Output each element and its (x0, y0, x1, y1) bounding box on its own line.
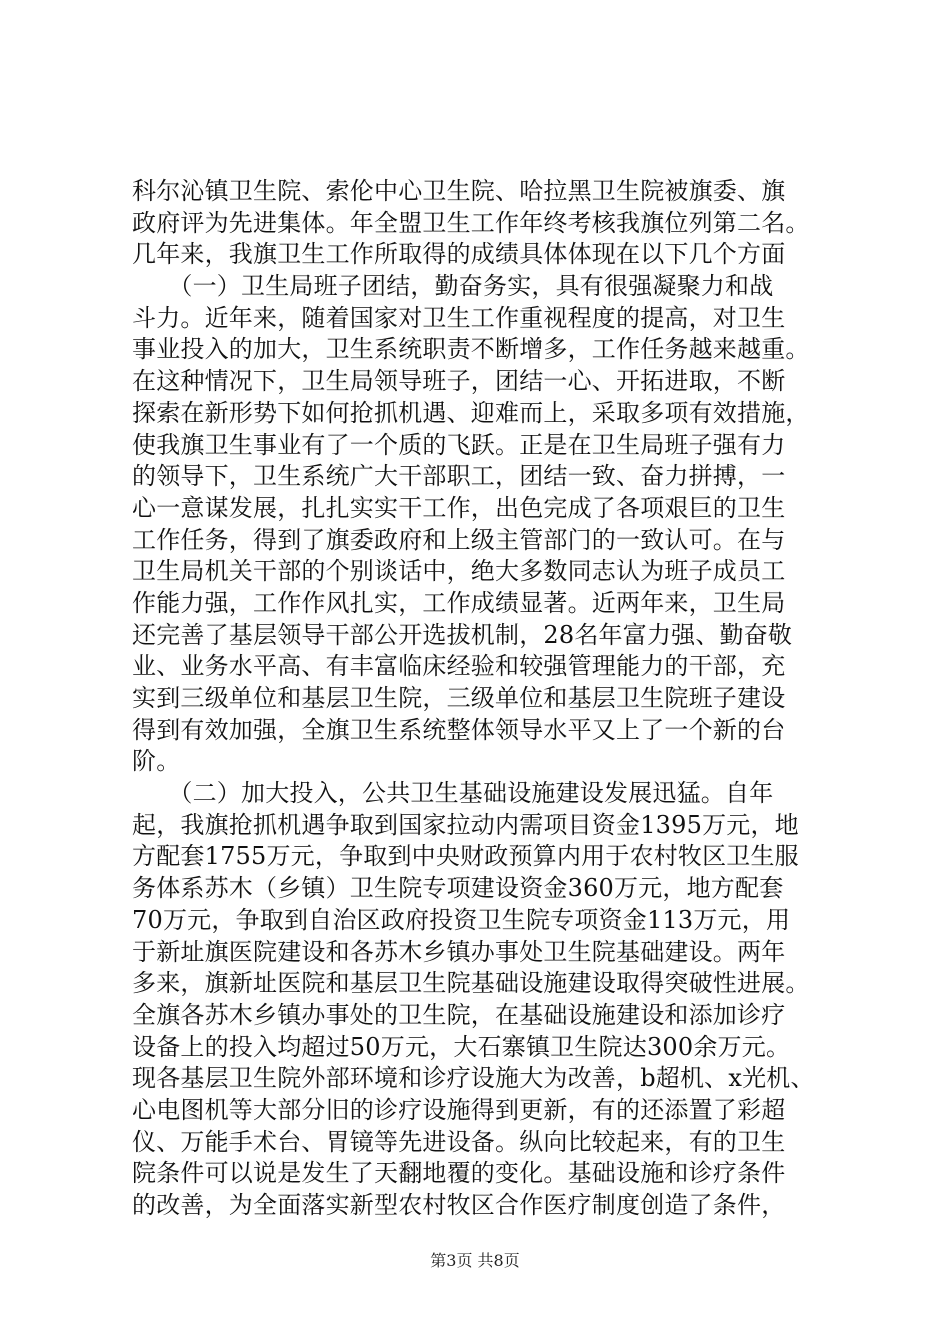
text-line: 院条件可以说是发生了天翻地覆的变化。基础设施和诊疗条件 (132, 1159, 786, 1188)
text-line: 阶。 (132, 747, 181, 776)
text-line: 现各基层卫生院外部环境和诊疗设施大为改善，b超机、x光机、 (132, 1064, 815, 1093)
text-line: 务体系苏木（乡镇）卫生院专项建设资金360万元，地方配套 (132, 874, 784, 903)
text-line: 全旗各苏木乡镇办事处的卫生院，在基础设施建设和添加诊疗 (132, 1000, 786, 1029)
text-line: 设备上的投入均超过50万元，大石寨镇卫生院达300余万元。 (132, 1032, 791, 1061)
text-line: 于新址旗医院建设和各苏木乡镇办事处卫生院基础建设。两年 (132, 937, 786, 966)
text-line: 的领导下，卫生系统广大干部职工，团结一致、奋力拼搏，一 (132, 462, 786, 491)
text-line: 科尔沁镇卫生院、索伦中心卫生院、哈拉黑卫生院被旗委、旗 (132, 177, 786, 205)
text-line: 实到三级单位和基层卫生院，三级单位和基层卫生院班子建设 (132, 684, 786, 712)
text-line: 工作任务，得到了旗委政府和上级主管部门的一致认可。在与 (132, 525, 786, 554)
text-line: 业、业务水平高、有丰富临床经验和较强管理能力的干部，充 (132, 652, 786, 681)
text-line: 几年来，我旗卫生工作所取得的成绩具体体现在以下几个方面 (132, 240, 786, 269)
text-line: 的改善，为全面落实新型农村牧区合作医疗制度创造了条件， (132, 1191, 786, 1219)
text-line: 使我旗卫生事业有了一个质的飞跃。正是在卫生局班子强有力 (132, 430, 786, 459)
text-line: 方配套1755万元，争取到中央财政预算内用于农村牧区卫生服 (132, 842, 799, 871)
text-line: 作能力强，工作作风扎实，工作成绩显著。近两年来，卫生局 (132, 588, 786, 617)
text-line: 得到有效加强，全旗卫生系统整体领导水平又上了一个新的台 (132, 715, 786, 744)
text-line: 起，我旗抢抓机遇争取到国家拉动内需项目资金1395万元，地 (132, 810, 799, 839)
text-line: 心电图机等大部分旧的诊疗设施得到更新，有的还添置了彩超 (132, 1095, 786, 1124)
text-line: 多来，旗新址医院和基层卫生院基础设施建设取得突破性进展。 (132, 969, 810, 998)
text-line: 事业投入的加大，卫生系统职责不断增多，工作任务越来越重。 (132, 335, 810, 364)
text-line: 斗力。近年来，随着国家对卫生工作重视程度的提高，对卫生 (132, 303, 786, 332)
text-line: （一）卫生局班子团结，勤奋务实，具有很强凝聚力和战 (132, 272, 774, 301)
text-line: 还完善了基层领导干部公开选拔机制，28名年富力强、勤奋敬 (132, 620, 793, 649)
text-line: 70万元，争取到自治区政府投资卫生院专项资金113万元，用 (132, 905, 791, 934)
text-line: 仪、万能手术台、胃镜等先进设备。纵向比较起来，有的卫生 (132, 1127, 786, 1156)
text-line: 探索在新形势下如何抢抓机遇、迎难而上，采取多项有效措施， (132, 398, 810, 427)
text-line: （二）加大投入，公共卫生基础设施建设发展迅猛。自年 (132, 779, 774, 808)
text-line: 卫生局机关干部的个别谈话中，绝大多数同志认为班子成员工 (132, 557, 786, 586)
page-footer: 第3页 共8页 (430, 1251, 520, 1270)
document-body (132, 176, 832, 1222)
text-line: 在这种情况下，卫生局领导班子，团结一心、开拓进取，不断 (132, 367, 786, 396)
text-line: 政府评为先进集体。年全盟卫生工作年终考核我旗位列第二名。 (132, 208, 810, 237)
text-line: 心一意谋发展，扎扎实实干工作，出色完成了各项艰巨的卫生 (132, 493, 786, 522)
